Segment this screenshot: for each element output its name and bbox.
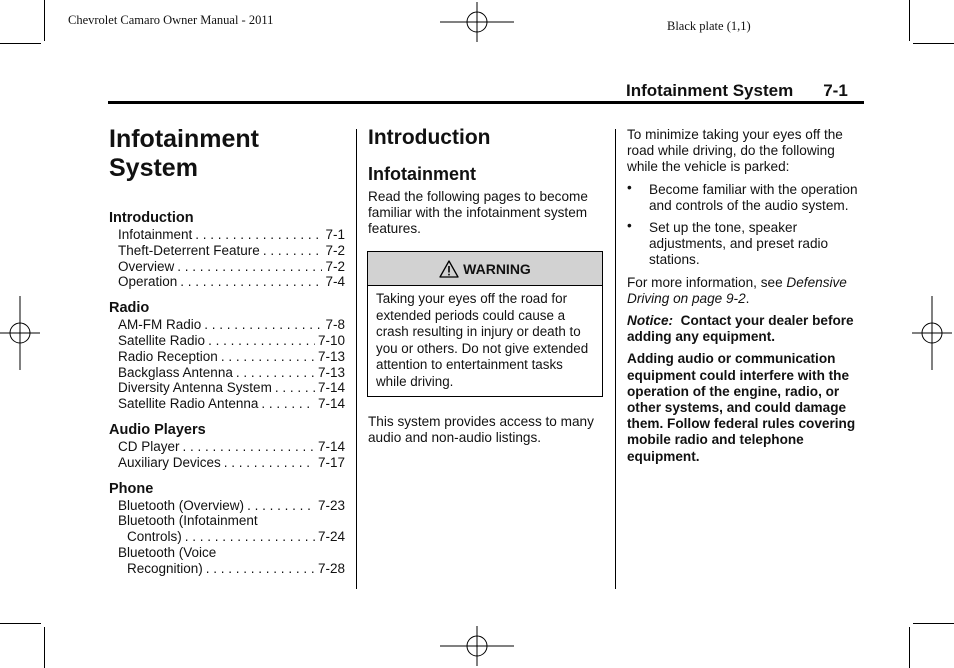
toc-entry[interactable]: Radio Reception . . . 7-13: [109, 349, 345, 365]
more-info-paragraph: For more information, see Defensive Driving on page 9-2.: [627, 274, 847, 306]
crop-mark: [909, 0, 910, 41]
toc-entry[interactable]: Backglass Antenna . . . 7-13: [109, 365, 345, 381]
chapter-title: Infotainment System: [109, 125, 259, 182]
subsection-heading: Infotainment: [368, 164, 476, 184]
toc-section-radio: [109, 299, 345, 412]
toc-entry[interactable]: Operation . . . 7-4: [109, 274, 345, 290]
list-item: • Become familiar with the operation and controls of the audio system.: [627, 179, 858, 213]
crop-mark: [44, 0, 45, 41]
column-divider: [615, 129, 616, 589]
toc-entry[interactable]: Bluetooth (Voice: [118, 544, 217, 560]
toc-entry[interactable]: Infotainment . . . 7-1: [109, 227, 345, 243]
warning-text: Taking your eyes off the road for extended periods could cause a crash resulting in injury or death to you or others. Do not give extended attention to entertainment tasks while driving.: [376, 291, 589, 389]
registration-mark-icon: [440, 626, 514, 666]
notice-label: Notice:: [627, 313, 674, 329]
running-head-section: Infotainment System: [626, 81, 794, 100]
toc-heading: Radio: [109, 300, 150, 317]
toc-entry[interactable]: Satellite Radio Antenna . . . 7-14: [109, 396, 345, 412]
warning-triangle-icon: [439, 260, 459, 278]
toc-heading: Audio Players: [109, 421, 206, 438]
registration-mark-icon: [440, 2, 514, 42]
bullet-list: [627, 179, 869, 269]
toc-entry[interactable]: Overview . . . 7-2: [109, 259, 345, 275]
notice-paragraph: Notice: Contact your dealer before adding any equipment.: [627, 313, 854, 345]
table-of-contents: [109, 209, 345, 586]
bullet-icon: •: [627, 218, 632, 234]
registration-mark-icon: [912, 296, 952, 370]
toc-heading: Introduction: [109, 210, 194, 226]
toc-entry[interactable]: Diversity Antenna System . . . 7-14: [109, 380, 345, 396]
crop-mark: [913, 43, 954, 44]
toc-entry[interactable]: Satellite Radio . . . 7-10: [109, 333, 345, 349]
adding-equipment-paragraph: Adding audio or communication equipment could interfere with the operation of the engine, radio, or other systems, and could damage them. Follow federal rules covering mobile radio and telephone equipment.: [627, 351, 856, 464]
access-paragraph: This system provides access to many audio and non-audio listings.: [368, 414, 594, 446]
column-divider: [356, 129, 357, 589]
page-number: 7-1: [823, 81, 848, 100]
warning-box: [367, 251, 603, 397]
crop-mark: [913, 623, 954, 624]
minimize-paragraph: To minimize taking your eyes off the road while driving, do the following while the vehicle is parked:: [627, 127, 843, 175]
toc-entry[interactable]: Bluetooth (Overview) . . . 7-23: [109, 498, 345, 514]
running-head: [626, 81, 848, 101]
crop-mark: [44, 627, 45, 668]
toc-entry-continuation[interactable]: Recognition) . . . 7-28: [109, 561, 345, 577]
toc-section-phone: [109, 480, 345, 577]
toc-entry-continuation[interactable]: Controls) . . . 7-24: [109, 529, 345, 545]
crop-mark: [0, 43, 41, 44]
toc-section-audio-players: [109, 421, 345, 471]
manual-title: Chevrolet Camaro Owner Manual - 2011: [68, 13, 274, 27]
registration-mark-icon: [0, 296, 40, 370]
bullet-icon: •: [627, 179, 632, 195]
toc-entry[interactable]: Auxiliary Devices . . . 7-17: [109, 455, 345, 471]
crop-mark: [0, 623, 41, 624]
plate-label: Black plate (1,1): [667, 19, 751, 33]
list-item: • Set up the tone, speaker adjustments, and preset radio stations.: [627, 218, 829, 268]
toc-entry[interactable]: Bluetooth (Infotainment: [118, 513, 258, 529]
crop-mark: [909, 627, 910, 668]
toc-entry[interactable]: Theft-Deterrent Feature . . . 7-2: [109, 243, 345, 259]
cross-reference-link[interactable]: Defensive Driving on page 9-2: [627, 274, 847, 306]
right-column: [627, 127, 869, 465]
toc-entry[interactable]: CD Player . . . 7-14: [109, 439, 345, 455]
toc-section-introduction: [109, 209, 345, 290]
section-heading: Introduction: [368, 126, 491, 149]
lead-paragraph: Read the following pages to become familiar with the infotainment system features.: [368, 189, 588, 237]
warning-header: [368, 252, 602, 286]
toc-entry[interactable]: AM-FM Radio . . . 7-8: [109, 317, 345, 333]
header-rule: [108, 101, 864, 104]
warning-label: WARNING: [463, 260, 531, 277]
introduction-section: [368, 125, 606, 238]
toc-heading: Phone: [109, 480, 154, 497]
